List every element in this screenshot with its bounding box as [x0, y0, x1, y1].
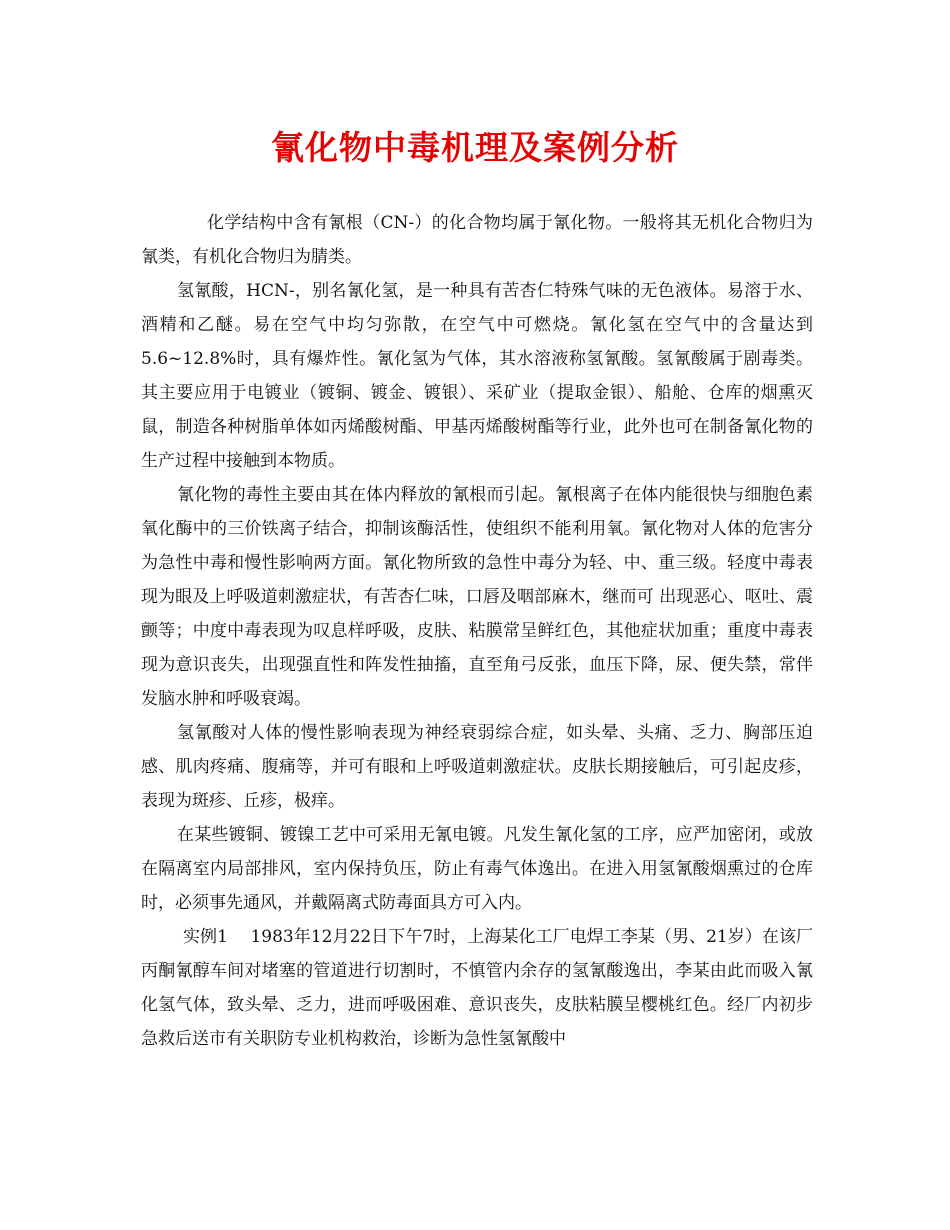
paragraph-definition: 化学结构中含有氰根（CN-）的化合物均属于氰化物。一般将其无机化合物归为氰类，有机化合物归为腈类。 — [141, 213, 813, 267]
paragraph-case-1: 实例1 1983年12月22日下午7时，上海某化工厂电焊工李某（男、21岁）在该厂丙酮氰醇车间对堵塞的管道进行切割时，不慎管内余存的氢氰酸逸出，李某由此而吸入氰化氢气体，致头晕、乏力，进而呼吸困难、意识丧失，皮肤粘膜呈樱桃红色。经厂内初步急救后送市有关职防专业机构救治，诊断为急性氢氰酸中 — [141, 927, 813, 1049]
document-body — [141, 206, 813, 1056]
paragraph-hcn-properties: 氢氰酸，HCN-，别名氰化氢，是一种具有苦杏仁特殊气味的无色液体。易溶于水、酒精和乙醚。易在空气中均匀弥散，在空气中可燃烧。氰化氢在空气中的含量达到5.6~12.8%时，具有爆炸性。氰化氢为气体，其水溶液称氢氰酸。氢氰酸属于剧毒类。其主要应用于电镀业（镀铜、镀金、镀银）、采矿业（提取金银）、船舱、仓库的烟熏灭鼠，制造各种树脂单体如丙烯酸树酯、甲基丙烯酸树酯等行业，此外也可在制备氰化物的生产过程中接触到本物质。 — [141, 281, 813, 471]
paragraph-chronic-effects: 氢氰酸对人体的慢性影响表现为神经衰弱综合症，如头晕、头痛、乏力、胸部压迫感、肌肉疼痛、腹痛等，并可有眼和上呼吸道刺激症状。皮肤长期接触后，可引起皮疹，表现为斑疹、丘疹，极痒。 — [141, 723, 813, 811]
paragraph-prevention: 在某些镀铜、镀镍工艺中可采用无氰电镀。凡发生氰化氢的工序，应严加密闭，或放在隔离室内局部排风，室内保持负压，防止有毒气体逸出。在进入用氢氰酸烟熏过的仓库时，必须事先通风，并戴隔离式防毒面具方可入内。 — [141, 825, 813, 913]
page-title: 氰化物中毒机理及案例分析 — [271, 128, 679, 167]
paragraph-toxicity: 氰化物的毒性主要由其在体内释放的氰根而引起。氰根离子在体内能很快与细胞色素氧化酶中的三价铁离子结合，抑制该酶活性，使组织不能利用氧。氰化物对人体的危害分为急性中毒和慢性影响两方面。氰化物所致的急性中毒分为轻、中、重三级。轻度中毒表现为眼及上呼吸道刺激症状，有苦杏仁味，口唇及咽部麻木，继而可 出现恶心、呕吐、震颤等；中度中毒表现为叹息样呼吸，皮肤、粘膜常呈鲜红色，其他症状加重；重度中毒表现为意识丧失，出现强直性和阵发性抽搐，直至角弓反张，血压下降，尿、便失禁，常伴发脑水肿和呼吸衰竭。 — [141, 485, 813, 709]
